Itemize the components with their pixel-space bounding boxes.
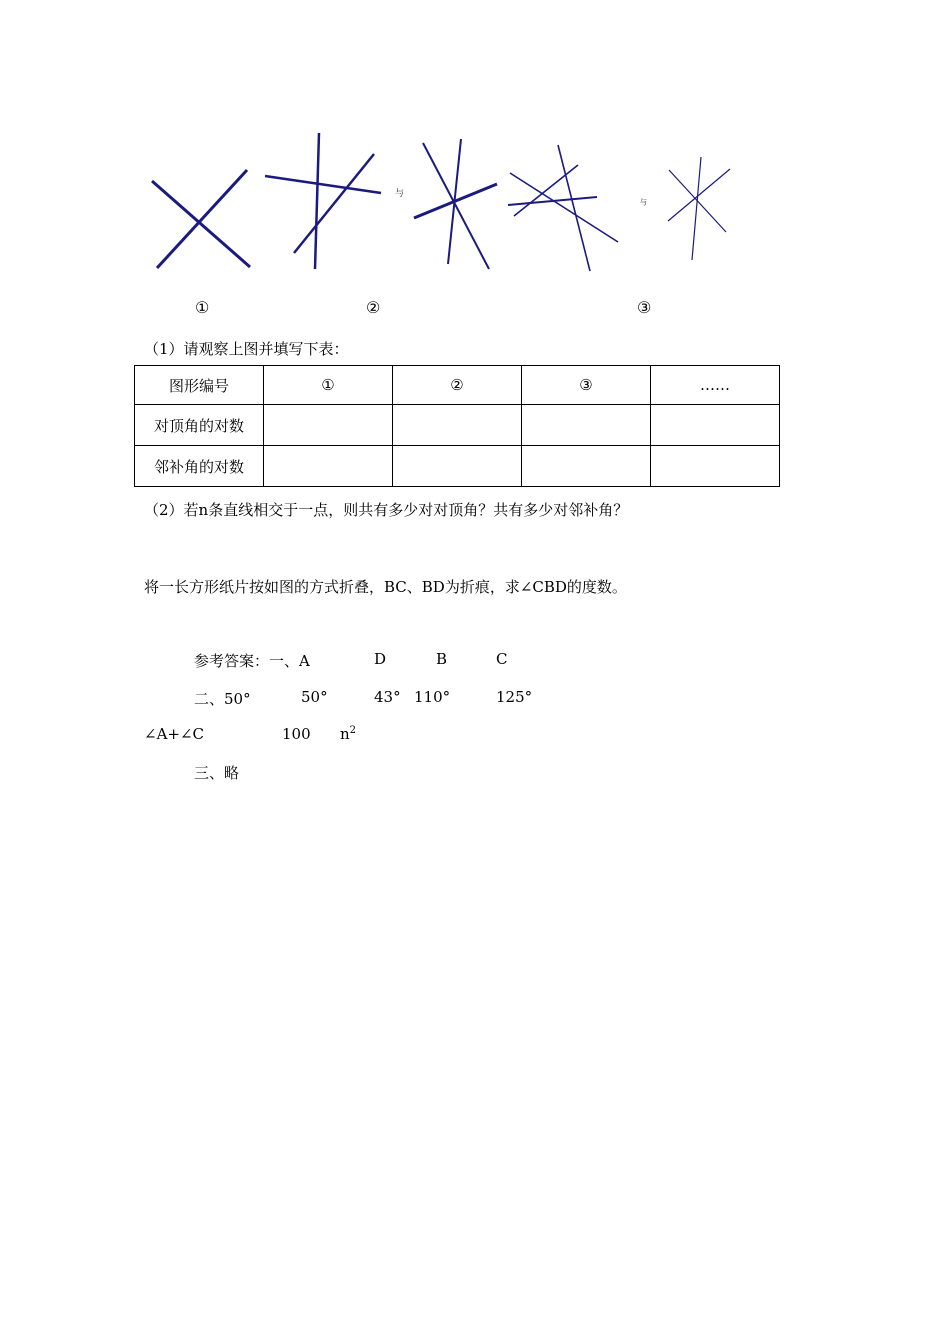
- fig1-line-a: [152, 181, 250, 267]
- answers-part3: 三、略: [194, 764, 240, 782]
- table-cell[interactable]: [264, 446, 393, 487]
- figure-mark-1: 与: [395, 189, 405, 199]
- table-cell[interactable]: [522, 405, 651, 446]
- table-cell[interactable]: [651, 405, 780, 446]
- figure-label-2: ②: [366, 298, 381, 317]
- answer-item: ∠A+∠C: [144, 725, 205, 743]
- fig4-line-b: [514, 165, 578, 216]
- table-cell[interactable]: [393, 405, 522, 446]
- answer-item: D: [374, 650, 387, 668]
- intersecting-lines-figure: [0, 0, 950, 300]
- fig4-line-a: [510, 173, 618, 242]
- answer-item: 110°: [414, 688, 451, 706]
- figure-label-1: ①: [195, 298, 210, 317]
- answers-part2-prefix: 二、50°: [194, 690, 251, 708]
- answer-table: [134, 365, 780, 487]
- fig5-line-b: [692, 157, 701, 260]
- answer-item: B: [436, 650, 448, 668]
- table-header-cell: ③: [522, 366, 651, 405]
- table-cell[interactable]: [651, 446, 780, 487]
- table-cell[interactable]: [264, 405, 393, 446]
- table-header-row: [135, 366, 780, 405]
- table-row: [135, 405, 780, 446]
- answer-item: 50°: [301, 688, 328, 706]
- fig2-line-a: [265, 176, 381, 193]
- table-row-label: 邻补角的对数: [135, 446, 264, 487]
- fig2-line-c: [294, 154, 374, 253]
- fig2-line-b: [315, 133, 319, 269]
- question-1: （1）请观察上图并填写下表：: [144, 340, 349, 358]
- answer-n: n: [340, 725, 350, 743]
- answer-n-squared: [340, 725, 356, 743]
- table-row: [135, 446, 780, 487]
- table-cell[interactable]: [522, 446, 651, 487]
- question-2: （2）若n条直线相交于一点，则共有多少对对顶角？共有多少对邻补角？: [144, 501, 629, 519]
- table-header-cell: ①: [264, 366, 393, 405]
- answer-item: 125°: [496, 688, 533, 706]
- table-cell[interactable]: [393, 446, 522, 487]
- answers-title: 参考答案：一、A: [194, 652, 310, 670]
- fig3-line-a: [423, 143, 489, 269]
- table-header-cell: ②: [393, 366, 522, 405]
- fig4-line-c: [508, 197, 597, 205]
- figure-label-3: ③: [637, 298, 652, 317]
- table-header-cell: ……: [651, 366, 780, 405]
- superscript-two: 2: [349, 725, 357, 736]
- fig4-line-d: [558, 145, 590, 271]
- answer-item: 43°: [374, 688, 401, 706]
- table-header-cell: 图形编号: [135, 366, 264, 405]
- answer-item: 100: [282, 725, 311, 743]
- table-row-label: 对顶角的对数: [135, 405, 264, 446]
- fold-problem: 将一长方形纸片按如图的方式折叠，BC、BD为折痕，求∠CBD的度数。: [144, 578, 627, 596]
- figure-mark-2: 与: [639, 198, 648, 207]
- answer-item: C: [496, 650, 508, 668]
